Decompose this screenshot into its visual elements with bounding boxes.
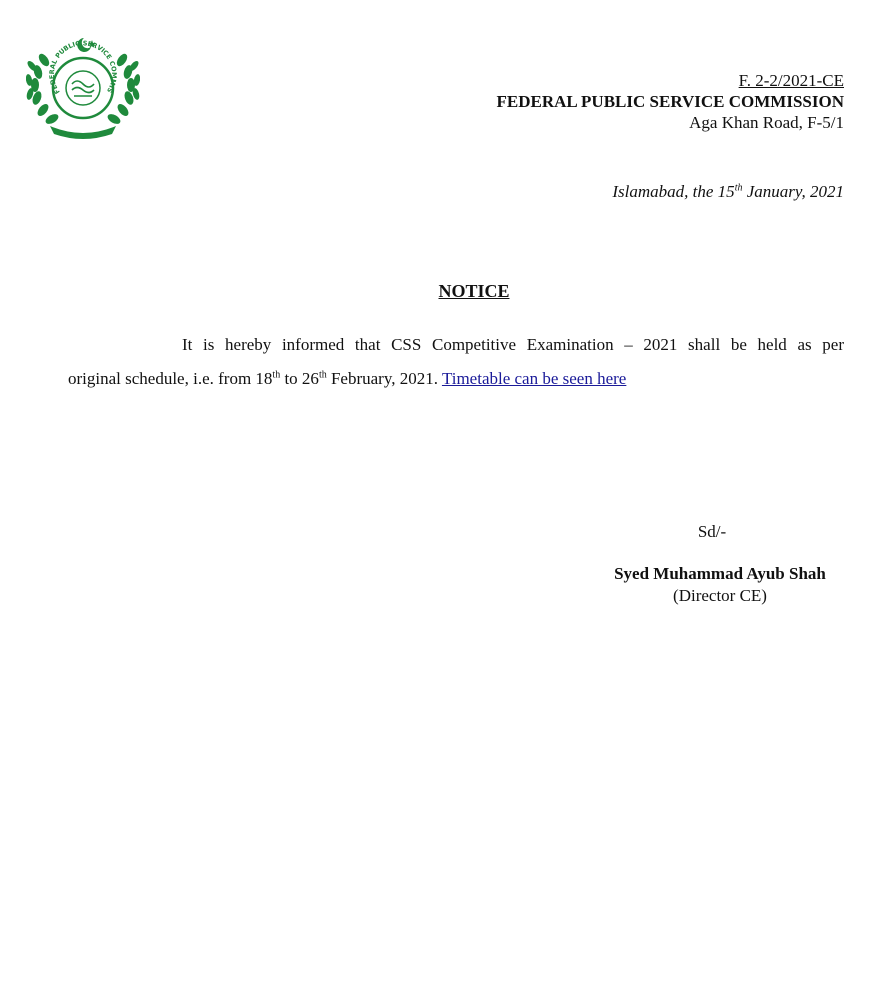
file-reference: F. 2-2/2021-CE <box>738 71 844 90</box>
signatory-name: Syed Muhammad Ayub Shah <box>614 564 826 583</box>
organization-address: Aga Khan Road, F-5/1 <box>689 113 844 132</box>
end-date-ordinal: th <box>318 369 327 381</box>
notice-title: NOTICE <box>438 281 510 301</box>
signatory-designation: (Director CE) <box>673 586 767 605</box>
date-ordinal: th <box>734 182 743 194</box>
timetable-link[interactable]: Timetable can be seen here <box>441 369 627 388</box>
notice-line-2b: to 26 <box>280 369 319 388</box>
date-line <box>612 182 844 202</box>
notice-body <box>68 328 844 396</box>
notice-line-2c: February, 2021. <box>326 369 442 388</box>
organization-name: FEDERAL PUBLIC SERVICE COMMISSION <box>496 92 844 111</box>
fpsc-seal-logo <box>26 30 140 142</box>
date-month-year: January, 2021 <box>742 182 844 201</box>
signature-sd: Sd/- <box>697 522 727 541</box>
svg-text:FEDERAL PUBLIC SERVICE COMMISS: FEDERAL PUBLIC SERVICE COMMIS <box>47 39 119 96</box>
letterhead <box>497 70 845 133</box>
notice-line-2a: original schedule, i.e. from 18 <box>68 369 273 388</box>
start-date-ordinal: th <box>272 369 281 381</box>
date-text: Islamabad, the 15 <box>612 182 735 201</box>
notice-line-1: It is hereby informed that CSS Competitive Examination – 2021 shall be held as per <box>182 335 844 354</box>
